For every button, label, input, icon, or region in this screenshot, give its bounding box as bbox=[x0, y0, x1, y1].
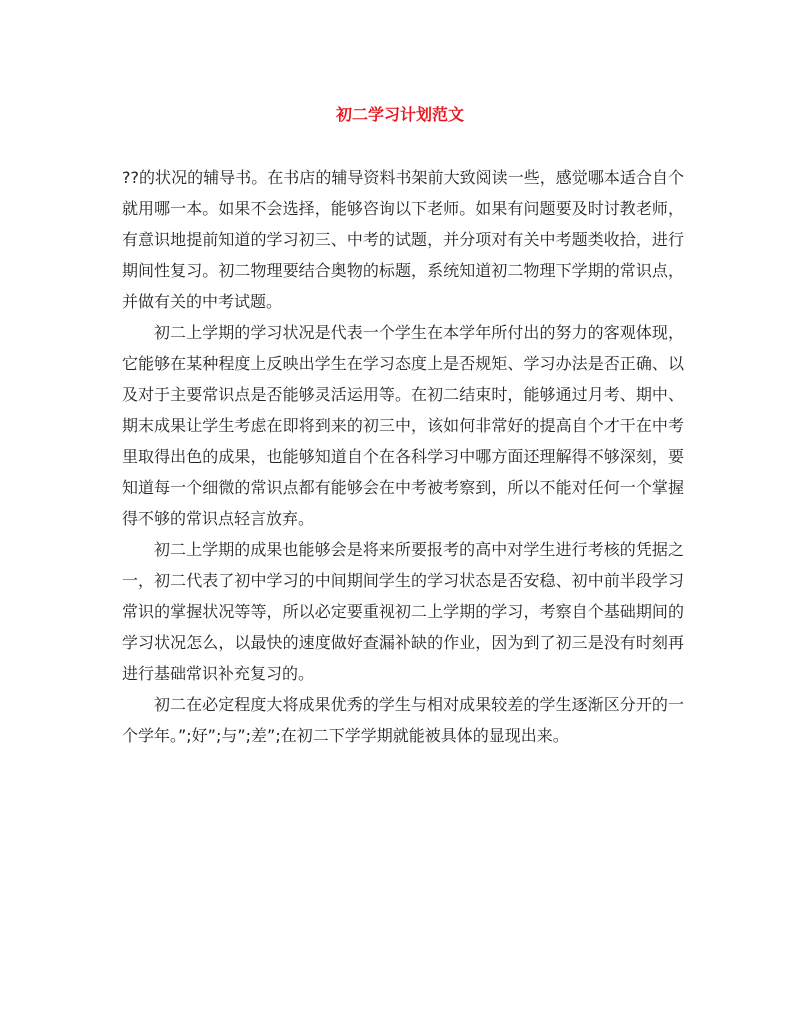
paragraph-2: 初二上学期的学习状况是代表一个学生在本学年所付出的努力的客观体现，它能够在某种程度上反映出学生在学习态度上是否规矩、学习办法是否正确、以及对于主要常识点是否能够灵活运用等。在初二结束时，能够通过月考、期中、期末成果让学生考虑在即将到来的初三中，该如何非常好的提高自个才干在中考里取得出色的成果，也能够知道自个在各科学习中哪方面还理解得不够深刻，要知道每一个细微的常识点都有能够会在中考被考察到，所以不能对任何一个掌握得不够的常识点轻言放弃。 bbox=[122, 323, 684, 528]
paragraph-1: ??的状况的辅导书。在书店的辅导资料书架前大致阅读一些，感觉哪本适合自个就用哪一本。如果不会选择，能够咨询以下老师。如果有问题要及时讨教老师，有意识地提前知道的学习初三、中考的试题，并分项对有关中考题类收拾，进行期间性复习。初二物理要结合奥物的标题，系统知道初二物理下学期的常识点，并做有关的中考试题。 bbox=[122, 168, 684, 311]
paragraph-3: 初二上学期的成果也能够会是将来所要报考的高中对学生进行考核的凭据之一，初二代表了初中学习的中间期间学生的学习状态是否安稳、初中前半段学习常识的掌握状况等等，所以必定要重视初二上学期的学习，考察自个基础期间的学习状况怎么，以最快的速度做好查漏补缺的作业，因为到了初三是没有时刻再进行基础常识补充复习的。 bbox=[122, 540, 684, 683]
document-body bbox=[122, 162, 684, 751]
paragraph-4: 初二在必定程度大将成果优秀的学生与相对成果较差的学生逐渐区分开的一个学年。”;好”;与”;差”;在初二下学学期就能被具体的显现出来。 bbox=[122, 695, 684, 745]
document-title: 初二学习计划范文 bbox=[335, 105, 464, 124]
